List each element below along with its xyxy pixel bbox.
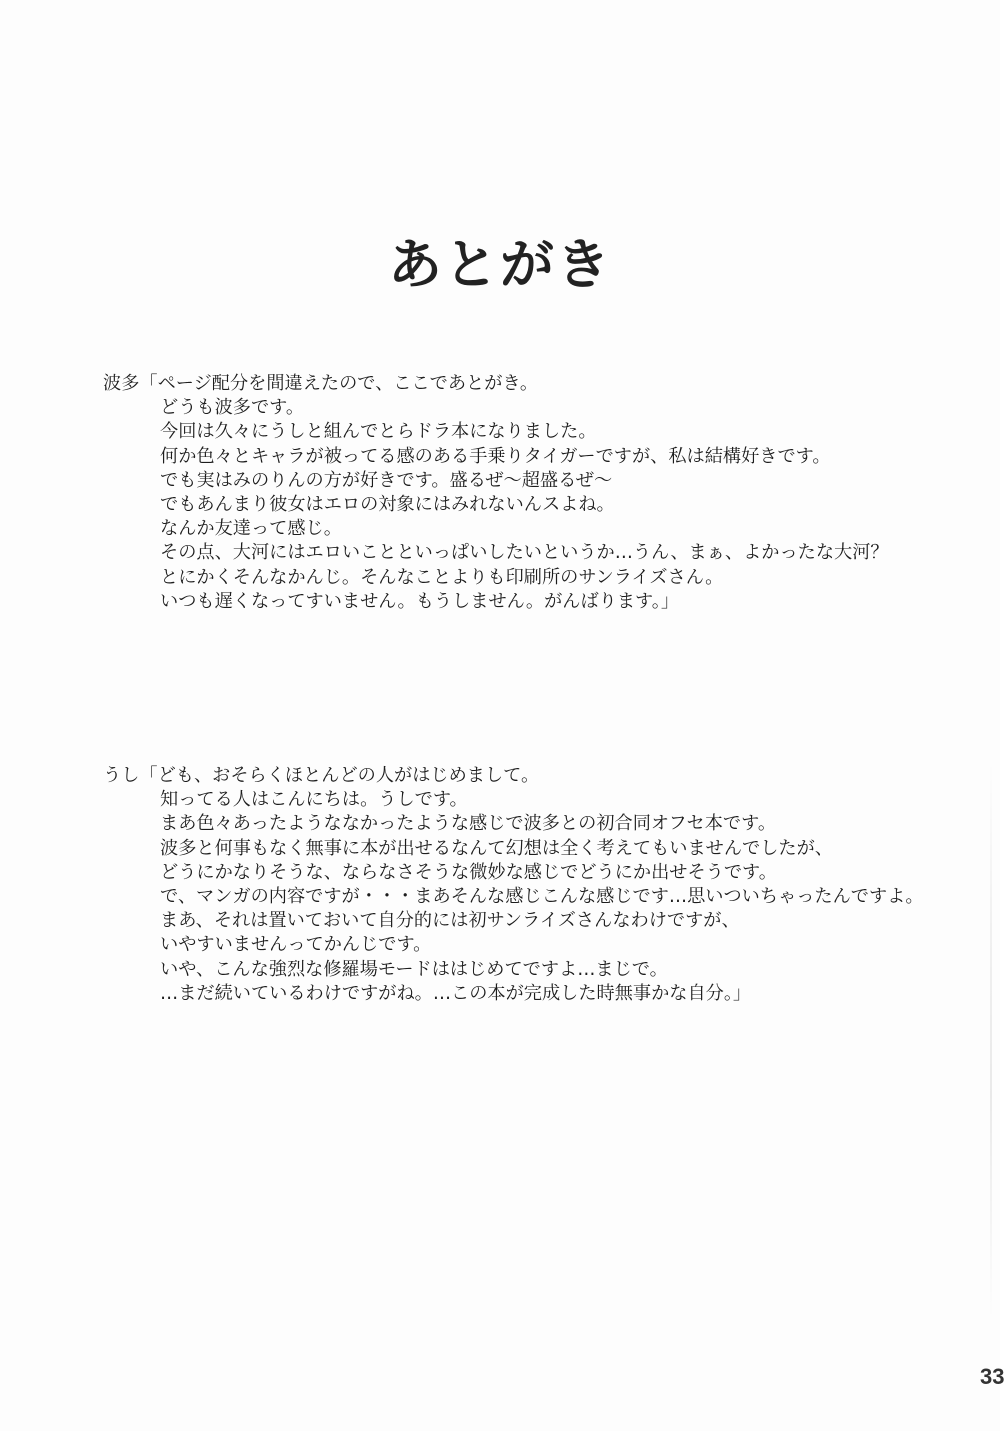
page-title: あとがき: [388, 233, 612, 296]
page-number: 33: [980, 1364, 1004, 1389]
message-line: 波多と何事もなく無事に本が出せるなんて幻想は全く考えてもいませんでしたが、: [160, 837, 833, 859]
ushi-first-line: [103, 764, 983, 788]
scan-edge-shadow: [990, 760, 992, 1320]
message-line: で、マンガの内容ですが・・・まあそんな感じこんな感じです…思いついちゃったんですよ。: [160, 885, 924, 907]
message-text: 「ページ配分を間違えたので、ここであとがき。: [139, 373, 539, 394]
message-line: でも実はみのりんの方が好きです。盛るぜ〜超盛るぜ〜: [160, 469, 613, 491]
message-line: 何か色々とキャラが被ってる感のある手乗りタイガーですが、私は結構好きです。: [160, 445, 831, 467]
message-line: なんか友達って感じ。: [160, 518, 342, 540]
message-line: …まだ続いているわけですがね。…この本が完成した時無事かな自分。」: [160, 982, 752, 1004]
speaker-name: 波多: [103, 373, 140, 394]
message-line: 知ってる人はこんにちは。うしです。: [160, 789, 468, 811]
hata-message: [103, 372, 983, 614]
hata-first-line: [103, 372, 983, 396]
message-line: でもあんまり彼女はエロの対象にはみれないんスよね。: [160, 493, 615, 515]
message-line: いや、こんな強烈な修羅場モードははじめてですよ…まじで。: [160, 958, 668, 980]
speaker-name: うし: [103, 765, 140, 786]
message-line: その点、大河にはエロいことといっぱいしたいというか…うん、まぁ、よかったな大河？: [160, 542, 889, 564]
message-line: 今回は久々にうしと組んでとらドラ本になりました。: [160, 421, 597, 443]
message-line: いつも遅くなってすいません。もうしません。がんばります。」: [160, 590, 680, 612]
message-line: まあ色々あったようななかったような感じで波多との初合同オフセ本です。: [160, 813, 777, 835]
message-line: どうも波多です。: [160, 397, 305, 419]
message-line: とにかくそんなかんじ。そんなことよりも印刷所のサンライズさん。: [160, 566, 724, 588]
message-line: どうにかなりそうな、ならなさそうな微妙な感じでどうにか出せそうです。: [160, 861, 777, 883]
ushi-message: [103, 764, 983, 1006]
message-text: 「ども、おそらくほとんどの人がはじめまして。: [139, 765, 540, 786]
message-line: いやすいませんってかんじです。: [160, 934, 432, 956]
message-line: まあ、それは置いておいて自分的には初サンライズさんなわけですが、: [160, 910, 740, 932]
